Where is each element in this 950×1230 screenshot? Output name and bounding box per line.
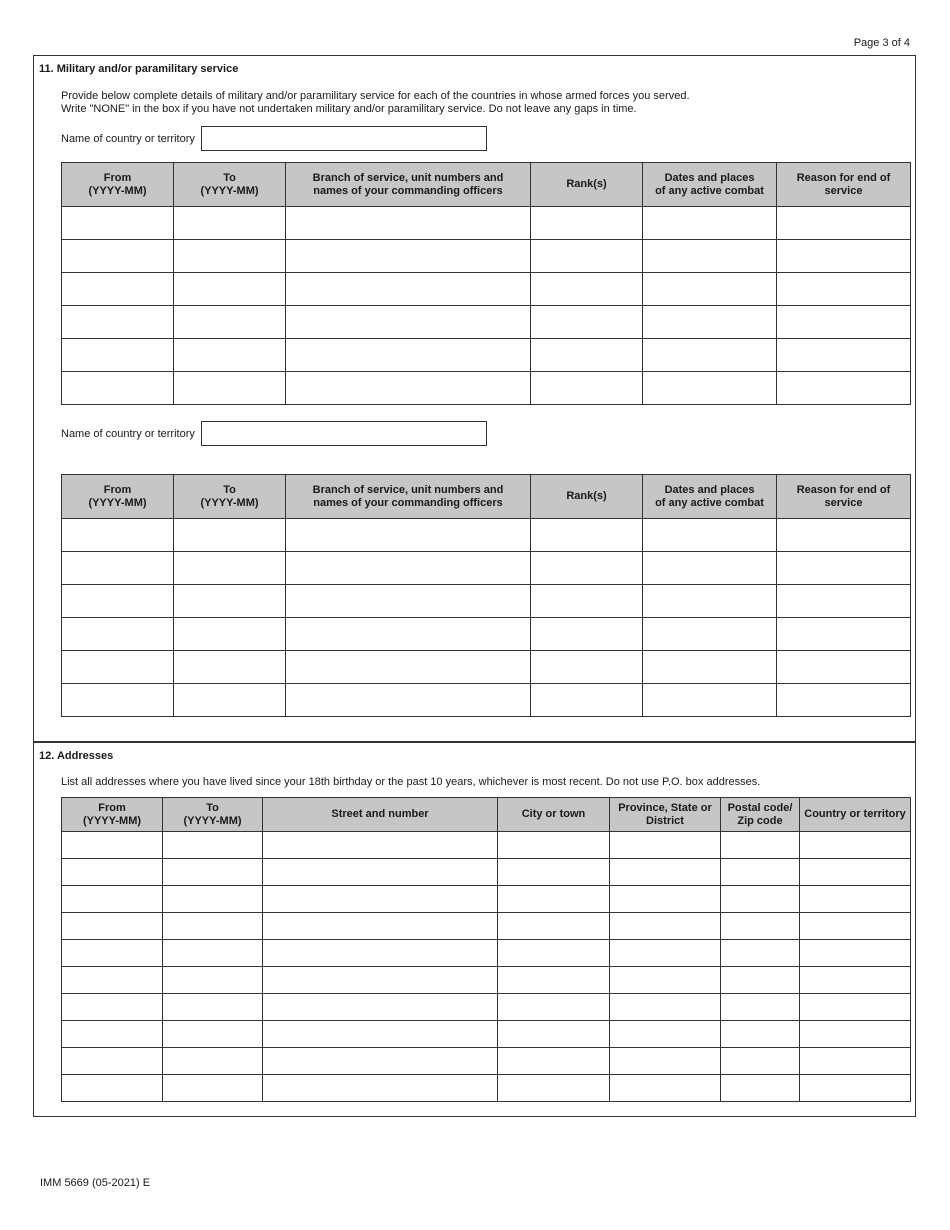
input-cell[interactable] bbox=[62, 913, 163, 940]
input-cell[interactable] bbox=[163, 859, 263, 886]
input-cell[interactable] bbox=[62, 684, 174, 717]
column-header-text: Reason for end of bbox=[796, 483, 891, 496]
input-cell[interactable] bbox=[263, 1075, 498, 1102]
input-cell[interactable] bbox=[777, 552, 911, 585]
column-header-text: District bbox=[646, 814, 684, 827]
input-cell[interactable] bbox=[174, 684, 286, 717]
input-cell[interactable] bbox=[610, 940, 721, 967]
input-cell[interactable] bbox=[610, 886, 721, 913]
table-row bbox=[62, 1048, 911, 1075]
column-header-branch-of-service-unit-numbers-and bbox=[286, 475, 531, 519]
input-cell[interactable] bbox=[777, 273, 911, 306]
input-cell[interactable] bbox=[531, 585, 643, 618]
table-row bbox=[62, 519, 911, 552]
input-cell[interactable] bbox=[286, 372, 531, 405]
country-input-1[interactable] bbox=[201, 126, 487, 151]
column-header-text: (YYYY-MM) bbox=[183, 814, 242, 827]
input-cell[interactable] bbox=[800, 886, 911, 913]
input-cell[interactable] bbox=[777, 207, 911, 240]
input-cell[interactable] bbox=[498, 940, 610, 967]
input-cell[interactable] bbox=[643, 207, 777, 240]
input-cell[interactable] bbox=[174, 339, 286, 372]
input-cell[interactable] bbox=[62, 994, 163, 1021]
input-cell[interactable] bbox=[800, 832, 911, 859]
table-row bbox=[62, 859, 911, 886]
column-header-to bbox=[174, 475, 286, 519]
input-cell[interactable] bbox=[498, 832, 610, 859]
input-cell[interactable] bbox=[643, 273, 777, 306]
column-header-text: (YYYY-MM) bbox=[88, 496, 147, 509]
input-cell[interactable] bbox=[800, 1048, 911, 1075]
input-cell[interactable] bbox=[531, 684, 643, 717]
input-cell[interactable] bbox=[163, 913, 263, 940]
input-cell[interactable] bbox=[286, 207, 531, 240]
column-header-text: (YYYY-MM) bbox=[200, 496, 259, 509]
input-cell[interactable] bbox=[286, 651, 531, 684]
input-cell[interactable] bbox=[531, 207, 643, 240]
table-row bbox=[62, 240, 911, 273]
input-cell[interactable] bbox=[777, 306, 911, 339]
input-cell[interactable] bbox=[62, 651, 174, 684]
column-header-reason-for-end-of bbox=[777, 475, 911, 519]
input-cell[interactable] bbox=[721, 940, 800, 967]
table-row bbox=[62, 207, 911, 240]
instruction-line: Write "NONE" in the box if you have not undertaken military and/or paramilitary service. Do not leave any gaps in time. bbox=[61, 103, 637, 115]
input-cell[interactable] bbox=[62, 1048, 163, 1075]
table-row bbox=[62, 684, 911, 717]
column-header-text: To bbox=[223, 171, 236, 184]
input-cell[interactable] bbox=[721, 1048, 800, 1075]
column-header-city-or-town bbox=[498, 798, 610, 832]
column-header-text: From bbox=[103, 171, 132, 184]
section-11-instructions bbox=[61, 90, 690, 116]
input-cell[interactable] bbox=[800, 1075, 911, 1102]
input-cell[interactable] bbox=[62, 339, 174, 372]
column-header-text: Rank(s) bbox=[566, 490, 607, 502]
input-cell[interactable] bbox=[62, 859, 163, 886]
input-cell[interactable] bbox=[800, 1021, 911, 1048]
input-cell[interactable] bbox=[286, 240, 531, 273]
input-cell[interactable] bbox=[777, 339, 911, 372]
input-cell[interactable] bbox=[286, 339, 531, 372]
input-cell[interactable] bbox=[531, 339, 643, 372]
country-label: Name of country or territory bbox=[61, 133, 195, 145]
input-cell[interactable] bbox=[62, 585, 174, 618]
input-cell[interactable] bbox=[286, 519, 531, 552]
input-cell[interactable] bbox=[721, 994, 800, 1021]
military-service-table-1 bbox=[61, 162, 911, 405]
column-header-text: Street and number bbox=[331, 808, 429, 820]
input-cell[interactable] bbox=[263, 994, 498, 1021]
input-cell[interactable] bbox=[610, 1048, 721, 1075]
military-service-table-2 bbox=[61, 474, 911, 717]
input-cell[interactable] bbox=[263, 1048, 498, 1075]
input-cell[interactable] bbox=[643, 651, 777, 684]
input-cell[interactable] bbox=[777, 240, 911, 273]
input-cell[interactable] bbox=[531, 552, 643, 585]
input-cell[interactable] bbox=[498, 994, 610, 1021]
input-cell[interactable] bbox=[610, 1021, 721, 1048]
input-cell[interactable] bbox=[62, 519, 174, 552]
column-header-dates-and-places bbox=[643, 475, 777, 519]
input-cell[interactable] bbox=[263, 967, 498, 994]
input-cell[interactable] bbox=[721, 886, 800, 913]
input-cell[interactable] bbox=[498, 1075, 610, 1102]
input-cell[interactable] bbox=[643, 306, 777, 339]
table-row bbox=[62, 372, 911, 405]
input-cell[interactable] bbox=[163, 1048, 263, 1075]
input-cell[interactable] bbox=[643, 240, 777, 273]
input-cell[interactable] bbox=[163, 967, 263, 994]
input-cell[interactable] bbox=[643, 519, 777, 552]
addresses-section bbox=[33, 741, 916, 1117]
table-row bbox=[62, 585, 911, 618]
input-cell[interactable] bbox=[643, 372, 777, 405]
column-header-text: of any active combat bbox=[655, 496, 764, 509]
input-cell[interactable] bbox=[531, 651, 643, 684]
table-row bbox=[62, 618, 911, 651]
column-header-text: Rank(s) bbox=[566, 178, 607, 190]
column-header-to bbox=[163, 798, 263, 832]
input-cell[interactable] bbox=[721, 913, 800, 940]
column-header-text: of any active combat bbox=[655, 184, 764, 197]
column-header-rank-s bbox=[531, 475, 643, 519]
input-cell[interactable] bbox=[174, 273, 286, 306]
input-cell[interactable] bbox=[721, 1075, 800, 1102]
table-row bbox=[62, 1075, 911, 1102]
input-cell[interactable] bbox=[163, 1021, 263, 1048]
input-cell[interactable] bbox=[62, 832, 163, 859]
column-header-branch-of-service-unit-numbers-and bbox=[286, 163, 531, 207]
input-cell[interactable] bbox=[174, 240, 286, 273]
input-cell[interactable] bbox=[286, 552, 531, 585]
table-row bbox=[62, 994, 911, 1021]
input-cell[interactable] bbox=[163, 832, 263, 859]
input-cell[interactable] bbox=[62, 1075, 163, 1102]
column-header-text: Reason for end of bbox=[796, 171, 891, 184]
column-header-text: (YYYY-MM) bbox=[82, 814, 142, 827]
input-cell[interactable] bbox=[62, 886, 163, 913]
column-header-from bbox=[62, 163, 174, 207]
input-cell[interactable] bbox=[777, 519, 911, 552]
table-row bbox=[62, 339, 911, 372]
input-cell[interactable] bbox=[531, 306, 643, 339]
column-header-reason-for-end-of bbox=[777, 163, 911, 207]
input-cell[interactable] bbox=[263, 832, 498, 859]
column-header-postal-code bbox=[721, 798, 800, 832]
input-cell[interactable] bbox=[62, 1021, 163, 1048]
input-cell[interactable] bbox=[800, 994, 911, 1021]
input-cell[interactable] bbox=[721, 967, 800, 994]
table-row bbox=[62, 886, 911, 913]
column-header-text: service bbox=[824, 184, 863, 197]
section-12-title: 12. Addresses bbox=[39, 750, 114, 762]
input-cell[interactable] bbox=[498, 1048, 610, 1075]
input-cell[interactable] bbox=[174, 519, 286, 552]
input-cell[interactable] bbox=[721, 832, 800, 859]
input-cell[interactable] bbox=[286, 273, 531, 306]
table-row bbox=[62, 552, 911, 585]
input-cell[interactable] bbox=[610, 967, 721, 994]
input-cell[interactable] bbox=[610, 1075, 721, 1102]
input-cell[interactable] bbox=[498, 967, 610, 994]
input-cell[interactable] bbox=[531, 240, 643, 273]
table-row bbox=[62, 967, 911, 994]
input-cell[interactable] bbox=[531, 372, 643, 405]
input-cell[interactable] bbox=[174, 552, 286, 585]
input-cell[interactable] bbox=[610, 913, 721, 940]
addresses-table bbox=[61, 797, 911, 1102]
input-cell[interactable] bbox=[610, 994, 721, 1021]
input-cell[interactable] bbox=[777, 684, 911, 717]
input-cell[interactable] bbox=[286, 306, 531, 339]
instruction-line: Provide below complete details of military and/or paramilitary service for each of the countries in whose armed forces you served. bbox=[61, 90, 690, 102]
military-service-section bbox=[33, 55, 916, 743]
input-cell[interactable] bbox=[62, 552, 174, 585]
input-cell[interactable] bbox=[643, 552, 777, 585]
input-cell[interactable] bbox=[610, 859, 721, 886]
input-cell[interactable] bbox=[777, 651, 911, 684]
input-cell[interactable] bbox=[163, 1075, 263, 1102]
input-cell[interactable] bbox=[286, 684, 531, 717]
input-cell[interactable] bbox=[62, 618, 174, 651]
column-header-from bbox=[62, 798, 163, 832]
input-cell[interactable] bbox=[174, 585, 286, 618]
input-cell[interactable] bbox=[263, 913, 498, 940]
input-cell[interactable] bbox=[498, 1021, 610, 1048]
column-header-text: names of your commanding officers bbox=[313, 496, 503, 509]
country-input-2[interactable] bbox=[201, 421, 487, 446]
input-cell[interactable] bbox=[498, 859, 610, 886]
input-cell[interactable] bbox=[800, 859, 911, 886]
column-header-text: From bbox=[103, 483, 132, 496]
input-cell[interactable] bbox=[531, 519, 643, 552]
column-header-text: service bbox=[824, 496, 863, 509]
input-cell[interactable] bbox=[163, 886, 263, 913]
input-cell[interactable] bbox=[531, 273, 643, 306]
input-cell[interactable] bbox=[174, 306, 286, 339]
column-header-text: Zip code bbox=[737, 814, 783, 827]
input-cell[interactable] bbox=[777, 585, 911, 618]
table-row bbox=[62, 651, 911, 684]
input-cell[interactable] bbox=[643, 618, 777, 651]
input-cell[interactable] bbox=[498, 886, 610, 913]
input-cell[interactable] bbox=[800, 967, 911, 994]
column-header-street-and-number bbox=[263, 798, 498, 832]
column-header-text: Branch of service, unit numbers and bbox=[312, 483, 504, 496]
input-cell[interactable] bbox=[174, 651, 286, 684]
input-cell[interactable] bbox=[174, 207, 286, 240]
column-header-text: From bbox=[98, 801, 126, 814]
column-header-text: names of your commanding officers bbox=[313, 184, 503, 197]
column-header-text: City or town bbox=[521, 808, 586, 820]
input-cell[interactable] bbox=[800, 913, 911, 940]
input-cell[interactable] bbox=[174, 372, 286, 405]
input-cell[interactable] bbox=[263, 886, 498, 913]
input-cell[interactable] bbox=[263, 940, 498, 967]
column-header-dates-and-places bbox=[643, 163, 777, 207]
column-header-text: Postal code/ bbox=[727, 801, 793, 814]
table-row bbox=[62, 832, 911, 859]
input-cell[interactable] bbox=[174, 618, 286, 651]
input-cell[interactable] bbox=[286, 585, 531, 618]
input-cell[interactable] bbox=[610, 832, 721, 859]
input-cell[interactable] bbox=[62, 240, 174, 273]
country-label: Name of country or territory bbox=[61, 428, 195, 440]
input-cell[interactable] bbox=[62, 372, 174, 405]
column-header-country-or-territory bbox=[800, 798, 911, 832]
input-cell[interactable] bbox=[643, 585, 777, 618]
column-header-text: Province, State or bbox=[618, 801, 712, 814]
input-cell[interactable] bbox=[777, 618, 911, 651]
section-12-instructions: List all addresses where you have lived since your 18th birthday or the past 10 years, whichever is most recent. Do not use P.O. box addresses. bbox=[61, 776, 761, 788]
column-header-province-state-or bbox=[610, 798, 721, 832]
column-header-from bbox=[62, 475, 174, 519]
table-row bbox=[62, 273, 911, 306]
input-cell[interactable] bbox=[800, 940, 911, 967]
input-cell[interactable] bbox=[286, 618, 531, 651]
column-header-text: Dates and places bbox=[664, 483, 755, 496]
column-header-text: To bbox=[223, 483, 236, 496]
input-cell[interactable] bbox=[263, 1021, 498, 1048]
input-cell[interactable] bbox=[498, 913, 610, 940]
column-header-to bbox=[174, 163, 286, 207]
input-cell[interactable] bbox=[62, 967, 163, 994]
table-row bbox=[62, 940, 911, 967]
column-header-rank-s bbox=[531, 163, 643, 207]
form-code: IMM 5669 (05-2021) E bbox=[40, 1177, 151, 1189]
input-cell[interactable] bbox=[62, 940, 163, 967]
input-cell[interactable] bbox=[62, 207, 174, 240]
table-row bbox=[62, 913, 911, 940]
input-cell[interactable] bbox=[721, 859, 800, 886]
input-cell[interactable] bbox=[163, 994, 263, 1021]
column-header-text: (YYYY-MM) bbox=[200, 184, 259, 197]
input-cell[interactable] bbox=[777, 372, 911, 405]
section-11-title: 11. Military and/or paramilitary service bbox=[39, 63, 239, 75]
input-cell[interactable] bbox=[531, 618, 643, 651]
column-header-text: Dates and places bbox=[664, 171, 755, 184]
column-header-text: To bbox=[206, 801, 219, 814]
table-row bbox=[62, 306, 911, 339]
input-cell[interactable] bbox=[643, 339, 777, 372]
input-cell[interactable] bbox=[62, 306, 174, 339]
column-header-text: Branch of service, unit numbers and bbox=[312, 171, 504, 184]
input-cell[interactable] bbox=[643, 684, 777, 717]
input-cell[interactable] bbox=[163, 940, 263, 967]
column-header-text: Country or territory bbox=[804, 808, 906, 820]
page-number: Page 3 of 4 bbox=[853, 37, 910, 49]
input-cell[interactable] bbox=[62, 273, 174, 306]
input-cell[interactable] bbox=[721, 1021, 800, 1048]
input-cell[interactable] bbox=[263, 859, 498, 886]
column-header-text: (YYYY-MM) bbox=[88, 184, 147, 197]
table-row bbox=[62, 1021, 911, 1048]
